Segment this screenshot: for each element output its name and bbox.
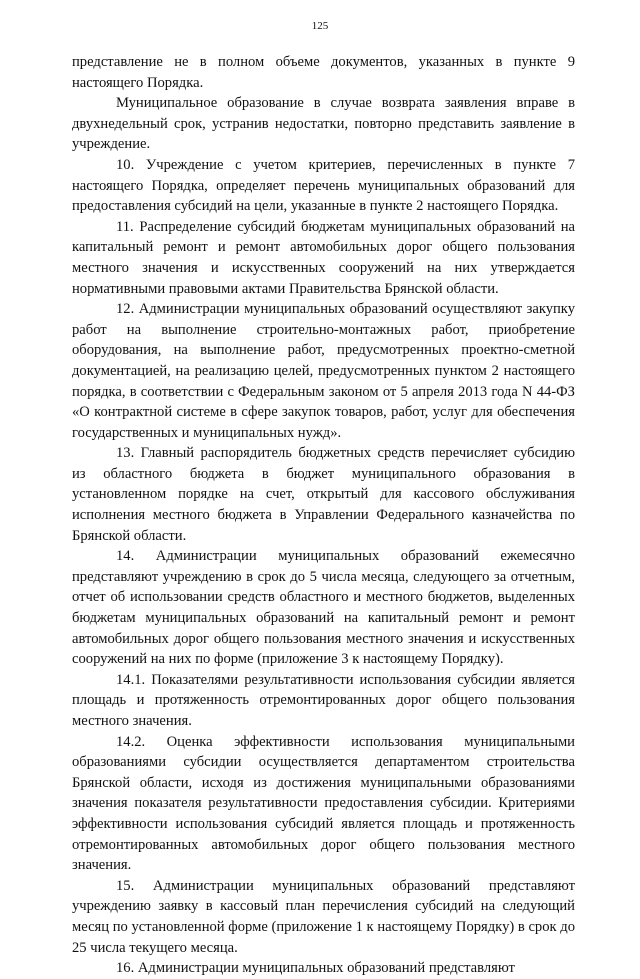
paragraph-14: 14. Администрации муниципальных образований ежемесячно представляют учреждению в срок до 5 числа месяца, следующего за отчетным, отчет об использовании средств областного и местного бюджетов, выделенных бюджетам муниципальных образований на капитальный ремонт и ремонт автомобильных дорог общего пользования местного значения и искусственных сооружений на них по форме (приложение 3 к настоящему Порядку).	[72, 548, 575, 668]
paragraph-10: 10. Учреждение с учетом критериев, перечисленных в пункте 7 настоящего Порядка, определяет перечень муниципальных образований для предоставления субсидий на цели, указанные в пункте 2 настоящего Порядка.	[72, 156, 575, 215]
paragraph-14-1: 14.1. Показателями результативности использования субсидии является площадь и протяженность отремонтированных дорог общего пользования местного значения.	[72, 671, 575, 729]
paragraph-11: 11. Распределение субсидий бюджетам муниципальных образований на капитальный ремонт и ремонт автомобильных дорог общего пользования местного значения и искусственных сооружений на них утверждается нормативными правовыми актами Правительства Брянской области.	[72, 218, 575, 297]
paragraph-13: 13. Главный распорядитель бюджетных средств перечисляет субсидию из областного бюджета в бюджет муниципального образования в установленном порядке на счет, открытый для кассового обслуживания исполнения местного бюджета в Управлении Федерального казначейства по Брянской области.	[72, 445, 575, 544]
paragraph-16: 16. Администрации муниципальных образований представляют	[116, 960, 515, 977]
paragraph-resubmission: Муниципальное образование в случае возврата заявления вправе в двухнедельный срок, устранив недостатки, повторно представить заявление в учреждение.	[72, 95, 575, 153]
page-number: 125	[311, 20, 329, 32]
paragraph-14-2: 14.2. Оценка эффективности использования муниципальными образованиями субсидии осуществляется департаментом строительства Брянской области, исходя из достижения муниципальными образованиями значения показателя результативности предоставления субсидии. Критериями эффективности использования субсидий является площадь и протяженность отремонтированных автомобильных дорог общего пользования местного значения.	[72, 733, 575, 874]
document-body	[72, 52, 575, 979]
paragraph-continuation: представление не в полном объеме документов, указанных в пункте 9 настоящего Порядка.	[72, 54, 575, 91]
paragraph-15: 15. Администрации муниципальных образований представляют учреждению заявку в кассовый план перечисления субсидий на следующий месяц по установленной форме (приложение 1 к настоящему Порядку) в срок до 25 числа текущего месяца.	[72, 877, 575, 956]
paragraph-12: 12. Администрации муниципальных образований осуществляют закупку работ на выполнение строительно-монтажных работ, приобретение оборудования, на выполнение работ, предусмотренных проектно-сметной документацией, на реализацию целей, предусмотренных пунктом 2 настоящего порядка, в соответствии с Федеральным законом от 5 апреля 2013 года N 44-ФЗ «О контрактной системе в сфере закупок товаров, работ, услуг для обеспечения государственных и муниципальных нужд».	[72, 301, 575, 441]
